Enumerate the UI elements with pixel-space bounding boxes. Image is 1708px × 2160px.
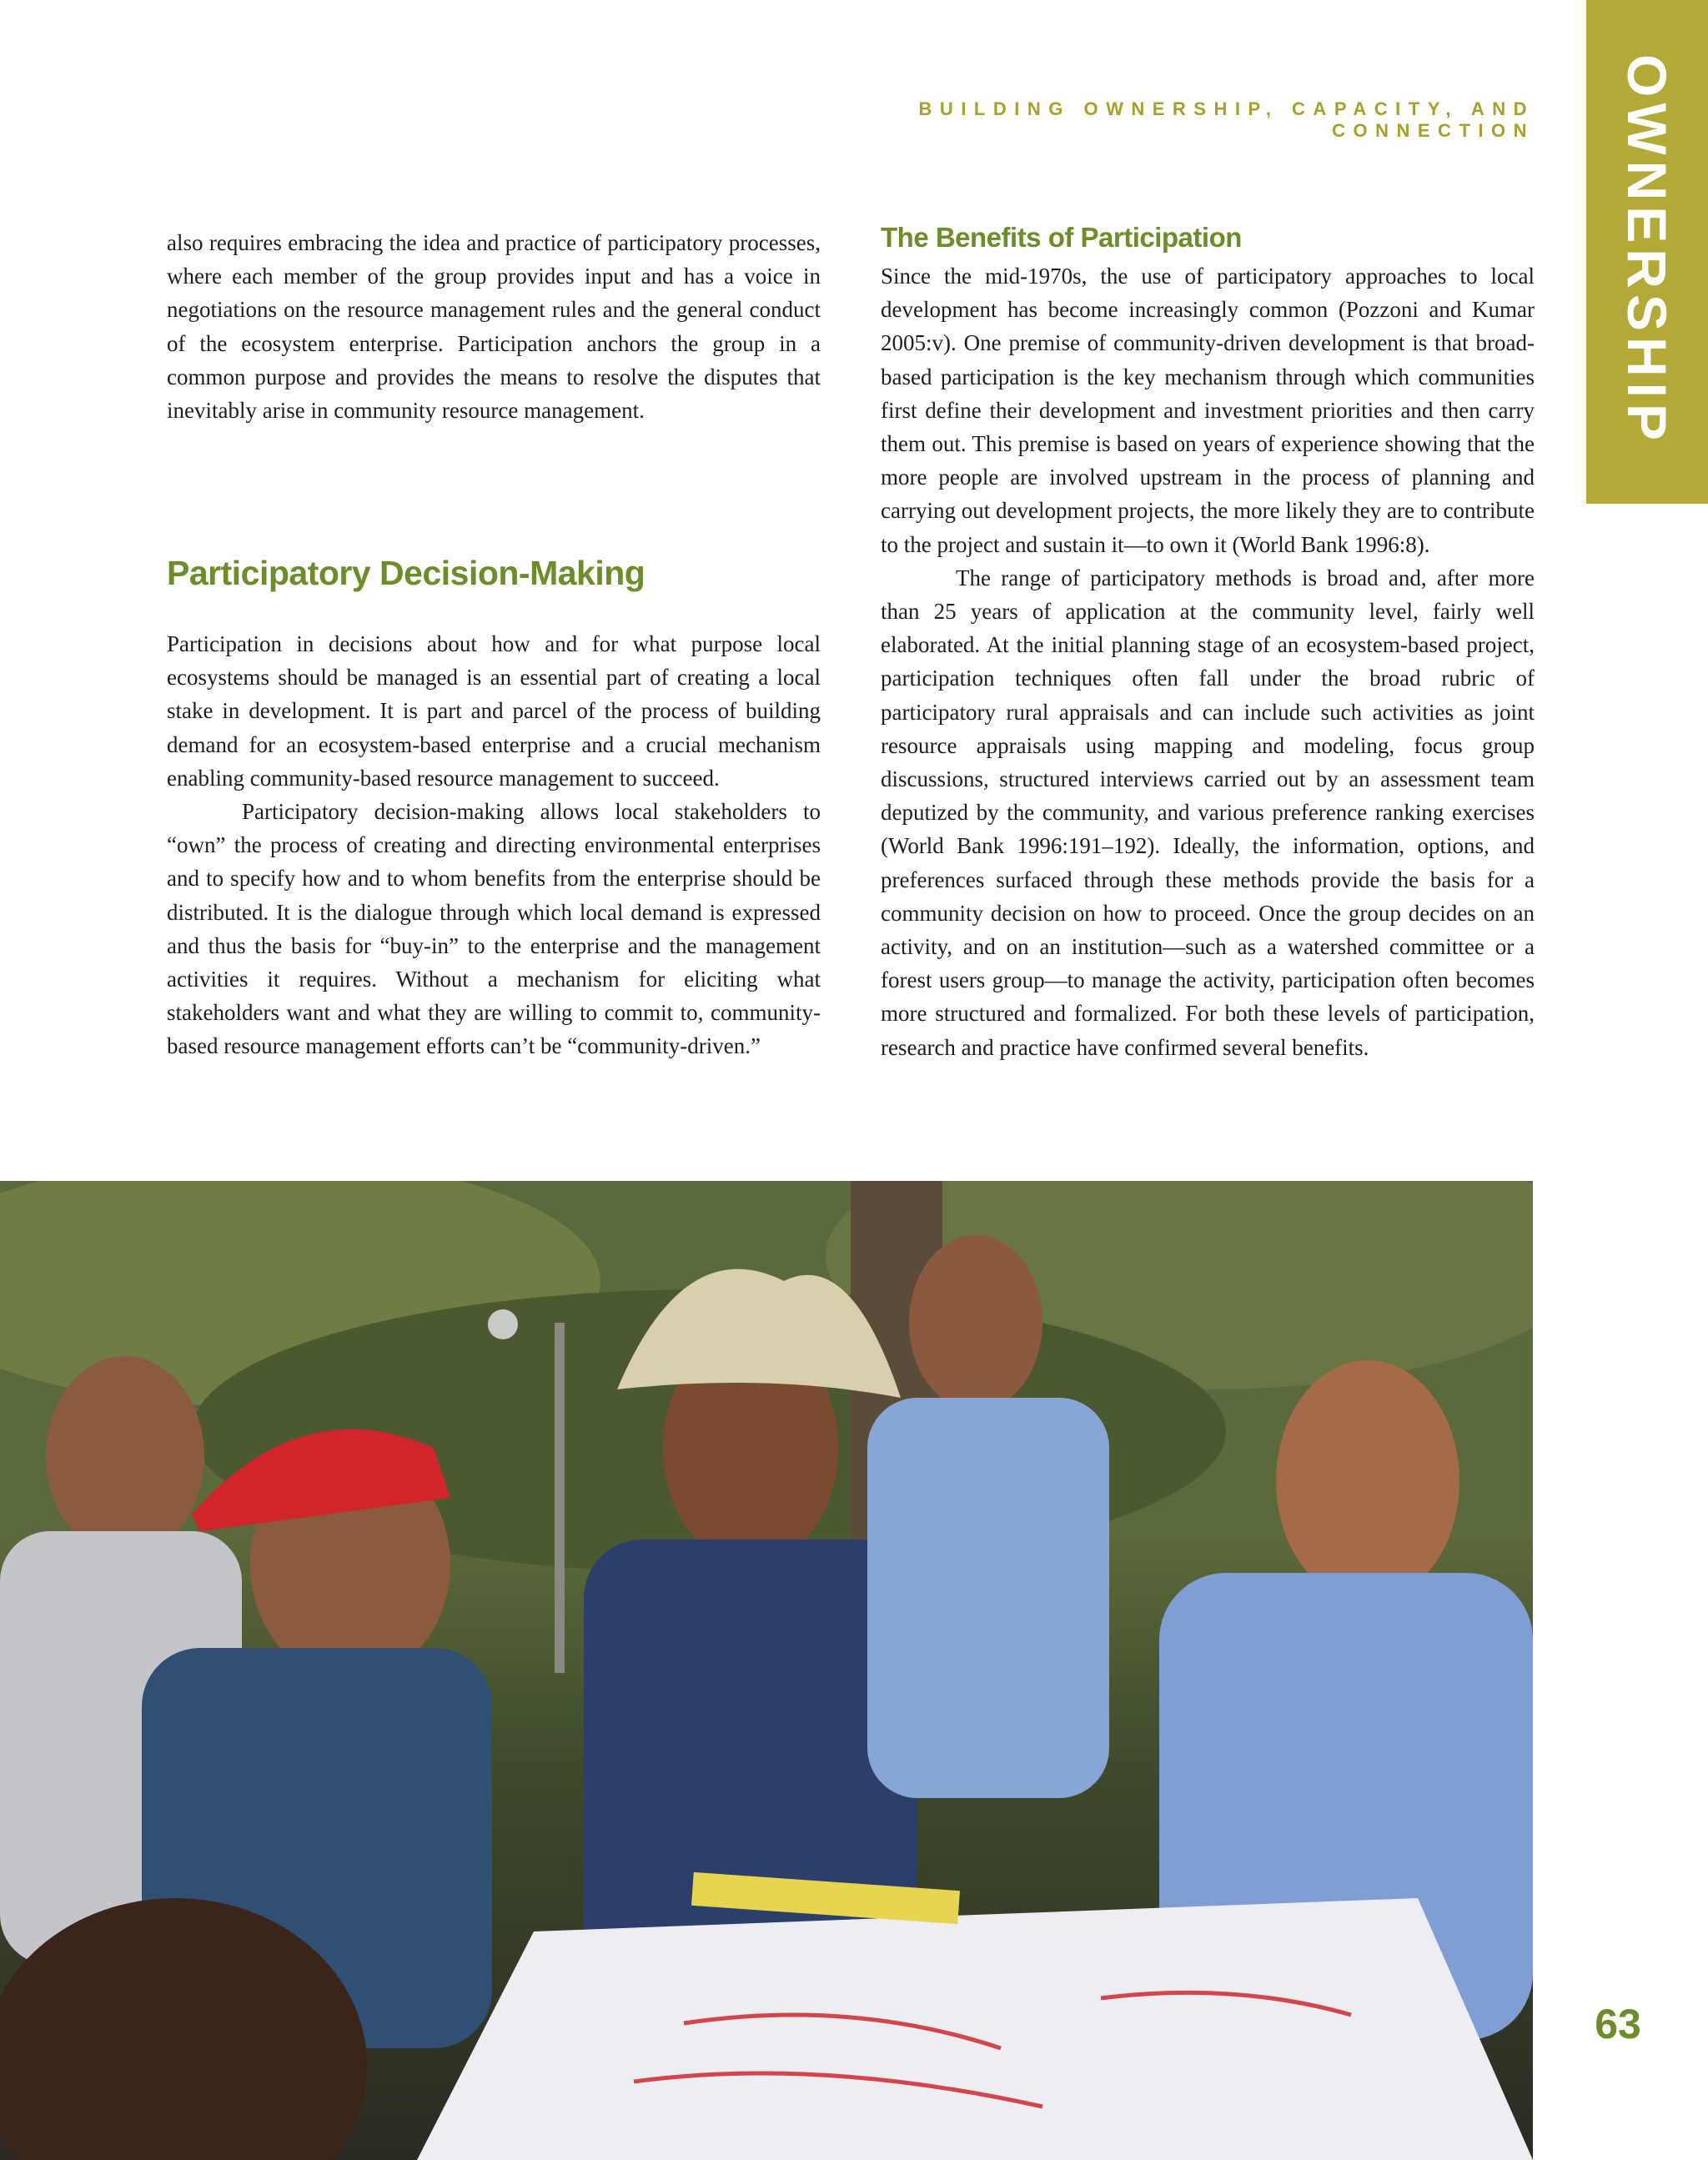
left-paragraph-1: Participation in decisions about how and for what purpose local ecosystems should be managed is an essential part of creating a local stake in development. It is part and parcel of the process of building demand for an ecosystem-based enterprise and a crucial mechanism enabling community-based resource management to succeed. bbox=[167, 631, 821, 791]
heading-participatory-decision-making: Participatory Decision-Making bbox=[167, 554, 646, 592]
section-tab-label: OWNERSHIP bbox=[1616, 53, 1678, 447]
running-header: BUILDING OWNERSHIP, CAPACITY, AND CONNECTION bbox=[918, 98, 1535, 141]
left-intro-paragraph: also requires embracing the idea and practice of participatory processes, where each member of the group provides input and has a voice in negotiations on the resource management rules and the general conduct of the ecosystem enterprise. Participation anchors the group in a common purpose and provides the means to resolve the disputes that inevitably arise in community resource management. bbox=[167, 230, 821, 424]
page-number: 63 bbox=[1595, 2001, 1641, 2047]
photo-illustration bbox=[0, 1181, 1533, 2160]
left-paragraph-2: Participatory decision-making allows local stakeholders to “own” the process of creating and directing environmental enterprises and to specify how and to whom benefits from the enterprise should be distributed. It is the dialogue through which local demand is expressed and thus the basis for “buy-in” to the enterprise and the management activities it requires. Without a mechanism for eliciting what stakeholders want and what they are willing to commit to, community-based resource management efforts can’t be “community-driven.” bbox=[167, 799, 821, 1059]
photo-community-meeting bbox=[0, 1181, 1533, 2160]
right-paragraph-1: Since the mid-1970s, the use of participatory approaches to local development has become increasingly common (Pozzoni and Kumar 2005:v). One premise of community-driven development is that broad-based participation is the key mechanism through which communities first define their development and investment priorities and then carry them out. This premise is based on years of experience showing that the more people are involved upstream in the process of planning and carrying out development projects, the more likely they are to contribute to the project and sustain it—to own it (World Bank 1996:8). bbox=[881, 264, 1535, 557]
right-paragraph-2: The range of participatory methods is broad and, after more than 25 years of application at the community level, fairly well elaborated. At the initial planning stage of an ecosystem-based project, participation techniques often fall under the broad rubric of participatory rural appraisals and can include such activities as joint resource appraisals using mapping and modeling, focus group discussions, structured interviews carried out by an assessment team deputized by the community, and various preference ranking exercises (World Bank 1996:191–192). Ideally, the information, options, and preferences surfaced through these methods provide the basis for a community decision on how to proceed. Once the group decides on an activity, and on an institution—such as a watershed committee or a forest users group—to manage the activity, participation often becomes more structured and formalized. For both these levels of participation, research and practice have confirmed several benefits. bbox=[881, 565, 1535, 1060]
section-tab bbox=[1586, 0, 1708, 504]
heading-benefits-of-participation: The Benefits of Participation bbox=[881, 222, 1242, 253]
